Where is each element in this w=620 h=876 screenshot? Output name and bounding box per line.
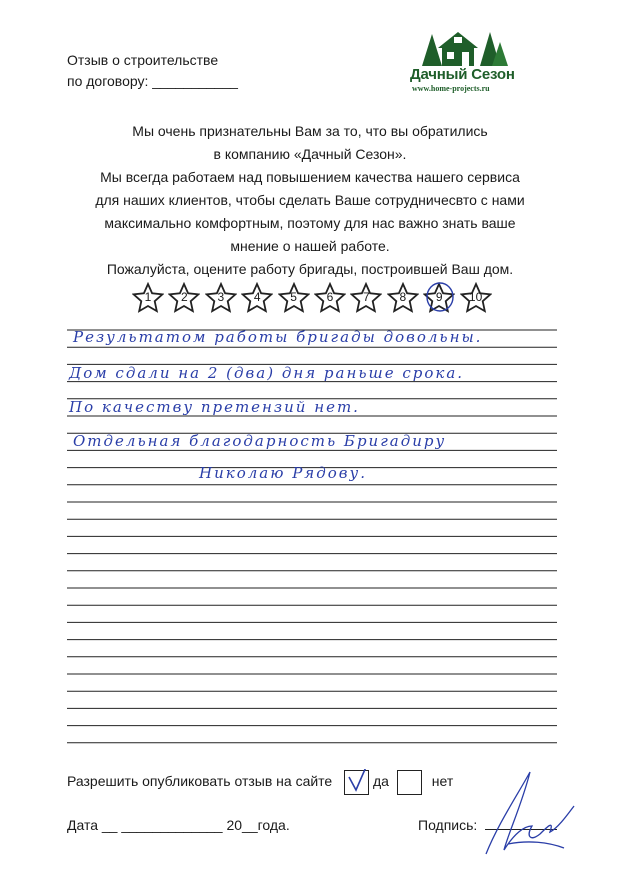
form-title: Отзыв о строительстве xyxy=(67,52,219,68)
review-line: Николаю Рядову. xyxy=(199,464,367,482)
no-label: нет xyxy=(431,773,454,790)
star-number: 6 xyxy=(326,290,334,304)
rating-star-3[interactable] xyxy=(205,282,237,314)
consent-label: Разрешить опубликовать отзыв на сайте xyxy=(67,773,333,790)
rating-star-7[interactable] xyxy=(350,282,382,314)
star-number: 9 xyxy=(435,290,443,304)
star-number: 5 xyxy=(290,290,297,304)
intro-line: в компанию «Дачный Сезон». xyxy=(213,146,407,162)
intro-line: Мы всегда работаем над повышением качества нашего сервиса xyxy=(100,169,520,185)
rating-star-10[interactable] xyxy=(460,282,492,314)
rating-star-1[interactable] xyxy=(132,282,164,314)
star-number: 7 xyxy=(363,290,370,304)
rating-star-9[interactable] xyxy=(423,282,455,314)
review-line: Результатом работы бригады довольны. xyxy=(73,328,483,346)
no-checkbox[interactable] xyxy=(397,770,422,795)
star-number: 8 xyxy=(399,290,407,304)
intro-line: Мы очень признательны Вам за то, что вы обратились xyxy=(132,123,488,139)
star-number: 1 xyxy=(144,290,152,304)
rating-stars xyxy=(132,282,492,318)
rating-star-4[interactable] xyxy=(241,282,273,314)
star-number: 10 xyxy=(468,290,483,304)
logo-url: www.home-projects.ru xyxy=(412,84,490,93)
publish-consent xyxy=(67,770,453,795)
review-line: Отдельная благодарность Бригадиру xyxy=(73,432,447,450)
intro-line: для наших клиентов, чтобы сделать Ваше сотрудничесвто с нами xyxy=(95,192,525,208)
signature-scribble xyxy=(478,764,578,864)
rating-star-8[interactable] xyxy=(387,282,419,314)
date-field: Дата __ _____________ 20__года. xyxy=(67,817,290,833)
form-header xyxy=(67,50,238,92)
review-line: По качеству претензий нет. xyxy=(69,398,360,416)
intro-line: максимально комфортным, поэтому для нас важно знать ваше xyxy=(104,215,516,231)
logo-brand: Дачный Сезон xyxy=(410,66,515,83)
ruled-lines xyxy=(67,328,557,758)
contract-field: по договору: ___________ xyxy=(67,73,238,89)
house-logo-icon xyxy=(408,28,528,68)
star-number: 4 xyxy=(253,290,261,304)
rating-star-5[interactable] xyxy=(278,282,310,314)
star-number: 2 xyxy=(181,290,188,304)
review-line: Дом сдали на 2 (два) дня раньше срока. xyxy=(69,364,465,382)
company-logo xyxy=(408,28,528,98)
intro-text xyxy=(60,120,560,281)
star-number: 3 xyxy=(217,290,225,304)
review-lines xyxy=(67,328,557,758)
signature-label: Подпись: xyxy=(418,817,478,833)
rating-star-6[interactable] xyxy=(314,282,346,314)
rating-star-2[interactable] xyxy=(168,282,200,314)
intro-line: Пожалуйста, оцените работу бригады, построившей Ваш дом. xyxy=(106,261,514,277)
intro-line: мнение о нашей работе. xyxy=(230,238,390,254)
checkmark-icon xyxy=(345,769,369,793)
yes-label: да xyxy=(373,773,389,790)
yes-checkbox[interactable] xyxy=(344,770,369,795)
